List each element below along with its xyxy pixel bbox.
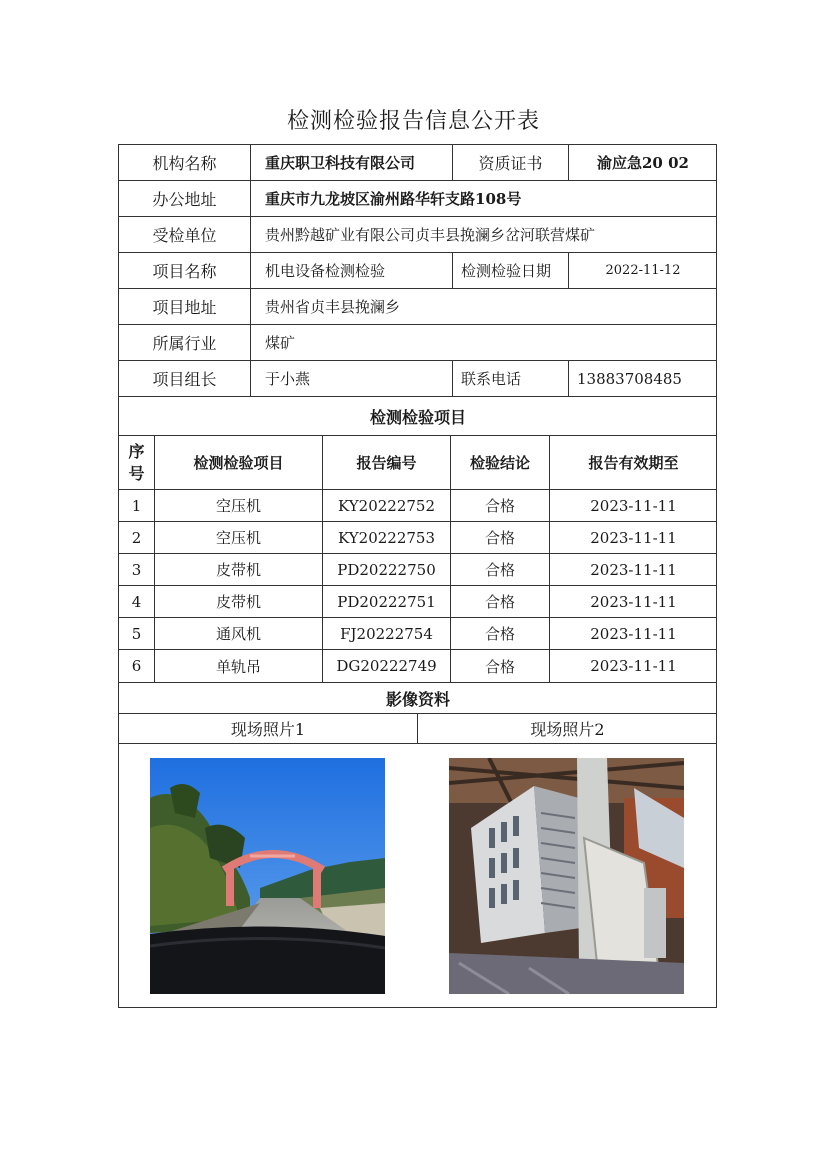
row-valid: 2023-11-11 [549, 521, 717, 553]
site-value: 贵州省贞丰县挽澜乡 [250, 288, 717, 324]
photo1-label: 现场照片1 [118, 713, 417, 743]
cert-value: 渝应急20 02 [568, 144, 717, 180]
phone-label: 联系电话 [452, 360, 568, 396]
row-seq: 2 [118, 521, 154, 553]
project-value: 机电设备检测检验 [250, 252, 452, 288]
row-report: PD20222750 [322, 553, 450, 585]
item-header: 检测检验项目 [154, 435, 322, 489]
seq-header [118, 435, 154, 489]
org-label: 机构名称 [118, 144, 250, 180]
row-valid: 2023-11-11 [549, 649, 717, 682]
date-label: 检测检验日期 [452, 252, 568, 288]
client-label: 受检单位 [118, 216, 250, 252]
conclusion-header: 检验结论 [450, 435, 549, 489]
row-valid: 2023-11-11 [549, 553, 717, 585]
photo2-label: 现场照片2 [417, 713, 717, 743]
row-report: PD20222751 [322, 585, 450, 617]
page-title: 检测检验报告信息公开表 [286, 109, 540, 134]
row-conclusion: 合格 [450, 553, 549, 585]
row-conclusion: 合格 [450, 521, 549, 553]
row-item: 皮带机 [154, 553, 322, 585]
report-header: 报告编号 [322, 435, 450, 489]
seq-header-line2: 号 [128, 463, 145, 483]
images-heading: 影像资料 [118, 682, 717, 713]
row-seq: 6 [118, 649, 154, 682]
valid-header: 报告有效期至 [549, 435, 717, 489]
leader-value: 于小燕 [250, 360, 452, 396]
row-seq: 5 [118, 617, 154, 649]
row-seq: 1 [118, 489, 154, 521]
phone-value: 13883708485 [568, 360, 717, 396]
cert-label: 资质证书 [452, 144, 568, 180]
site-label: 项目地址 [118, 288, 250, 324]
row-item: 单轨吊 [154, 649, 322, 682]
industry-value: 煤矿 [250, 324, 717, 360]
row-report: KY20222753 [322, 521, 450, 553]
site-photo-1 [150, 758, 385, 994]
date-value: 2022-11-12 [568, 252, 717, 288]
row-conclusion: 合格 [450, 649, 549, 682]
row-item: 通风机 [154, 617, 322, 649]
row-seq: 3 [118, 553, 154, 585]
addr-value: 重庆市九龙坡区渝州路华轩支路108号 [250, 180, 717, 216]
row-report: DG20222749 [322, 649, 450, 682]
addr-label: 办公地址 [118, 180, 250, 216]
leader-label: 项目组长 [118, 360, 250, 396]
industry-label: 所属行业 [118, 324, 250, 360]
row-item: 空压机 [154, 521, 322, 553]
row-valid: 2023-11-11 [549, 617, 717, 649]
row-item: 空压机 [154, 489, 322, 521]
client-value: 贵州黔越矿业有限公司贞丰县挽澜乡岔河联营煤矿 [250, 216, 717, 252]
row-valid: 2023-11-11 [549, 585, 717, 617]
org-value: 重庆职卫科技有限公司 [250, 144, 452, 180]
row-item: 皮带机 [154, 585, 322, 617]
row-seq: 4 [118, 585, 154, 617]
row-report: KY20222752 [322, 489, 450, 521]
seq-header-line1: 序 [128, 441, 145, 461]
row-conclusion: 合格 [450, 489, 549, 521]
row-conclusion: 合格 [450, 617, 549, 649]
row-valid: 2023-11-11 [549, 489, 717, 521]
site-photo-2 [449, 758, 684, 994]
row-conclusion: 合格 [450, 585, 549, 617]
items-heading: 检测检验项目 [118, 396, 717, 435]
row-report: FJ20222754 [322, 617, 450, 649]
project-label: 项目名称 [118, 252, 250, 288]
